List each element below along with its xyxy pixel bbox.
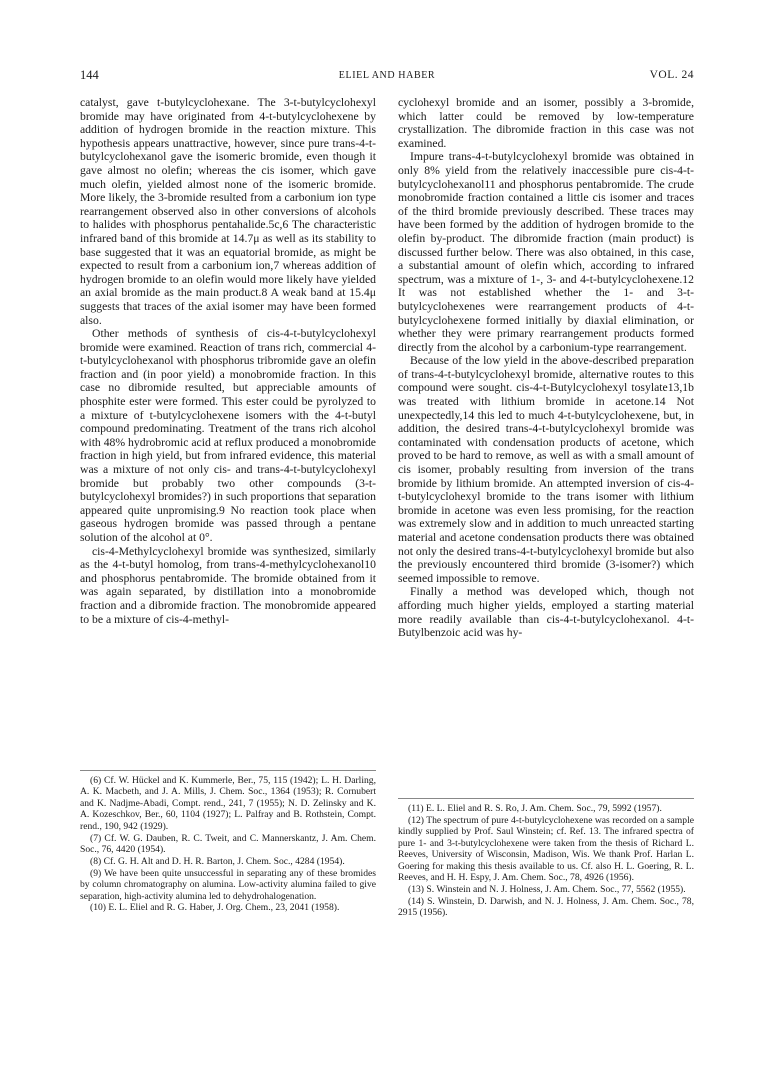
footnote: (7) Cf. W. G. Dauben, R. C. Tweit, and C. Mannerskantz, J. Am. Chem. Soc., 76, 4420 (1954). <box>80 832 376 855</box>
left-column <box>80 96 376 626</box>
footnote: (11) E. L. Eliel and R. S. Ro, J. Am. Chem. Soc., 79, 5992 (1957). <box>408 803 662 814</box>
paragraph: cyclohexyl bromide and an isomer, possibly a 3-bromide, which latter could be removed by low-temperature crystallization. The dibromide fraction in this case was not examined. <box>398 96 694 150</box>
footnote: (9) We have been quite unsuccessful in separating any of these bromides by column chromatography on alumina. Low-activity alumina failed to give separation, high-activity alumina led to dehydrohalogenation. <box>80 867 376 902</box>
page-number: 144 <box>80 68 99 82</box>
footnote: (14) S. Winstein, D. Darwish, and N. J. Holness, J. Am. Chem. Soc., 78, 2915 (1956). <box>398 895 694 919</box>
running-title: ELIEL AND HABER <box>338 70 436 81</box>
footnotes-right <box>398 798 694 919</box>
paragraph: cis-4-Methylcyclohexyl bromide was synthesized, similarly as the 4-t-butyl homolog, from trans-4-methylcyclohexanol10 and phosphorus pentabromide. The bromide obtained from it was again separated, by distillation into a monobromide fraction and a dibromide fraction. The monobromide appeared to be a mixture of cis-4-methyl- <box>80 544 376 626</box>
right-column <box>398 96 694 640</box>
paragraph: Finally a method was developed which, though not affording much higher yields, employed a starting material more readily available than cis-4-t-butylcyclohexanol. 4-t-Butylbenzoic acid was hy- <box>398 585 694 640</box>
footnote: (10) E. L. Eliel and R. G. Haber, J. Org. Chem., 23, 2041 (1958). <box>90 902 340 914</box>
footnote: (13) S. Winstein and N. J. Holness, J. Am. Chem. Soc., 77, 5562 (1955). <box>408 883 686 895</box>
footnote: (8) Cf. G. H. Alt and D. H. R. Barton, J. Chem. Soc., 4284 (1954). <box>90 855 345 867</box>
paragraph: Because of the low yield in the above-described preparation of trans-4-t-butylcyclohexyl bromide, alternative routes to this compound were sought. cis-4-t-Butylcyclohexyl tosylate13,1b was treated with lithium bromide in acetone.14 Not unexpectedly,14 this led to much 4-t-butylcyclohexene, but, in addition, the desired trans-4-t-butylcyclohexyl bromide was contaminated with condensation products of acetone, which proved to be hard to remove, as well as with a small amount of cis isomer, probably resulting from inversion of the trans bromide by lithium bromide. An attempted inversion of cis-4-t-butylcyclohexyl bromide to the trans isomer with lithium bromide in acetone was even less promising, for the reaction was extremely slow and in addition to much unreacted starting material and acetone condensation products there was obtained not only the desired trans-4-t-butylcyclohexyl bromide but also the previously encountered third bromide (3-isomer?) which seemed impossible to remove. <box>398 354 694 585</box>
running-header <box>80 68 694 86</box>
footnotes-left <box>80 770 376 914</box>
paragraph: catalyst, gave t-butylcyclohexane. The 3-t-butylcyclohexyl bromide may have originated from 4-t-butylcyclohexene by addition of hydrogen bromide in the reaction mixture. This hypothesis appears unattractive, however, since pure trans-4-t-butylcyclohexanol gave the isomeric bromide, even though it gave almost no olefin; whereas the cis isomer, which gave much olefin, yielded almost none of the isomeric bromide. More likely, the 3-bromide resulted from a carbonium ion type rearrangement observed also in other conversions of alcohols to halides with phosphorus pentahalide.5c,6 The characteristic infrared band of this bromide at 14.7μ as well as its stability to base suggested that it was an equatorial bromide, as might be expected to result from a carbonium ion,7 whereas addition of hydrogen bromide to an olefin would more likely have yielded an axial bromide as the main product.8 A weak band at 15.4μ suggests that traces of the axial isomer may have been formed also. <box>80 96 376 327</box>
footnote: (12) The spectrum of pure 4-t-butylcyclohexene was recorded on a sample kindly supplied by Prof. Saul Winstein; cf. Ref. 13. The infrared spectra of pure 1- and 3-t-butylcyclohexene were taken from the thesis of Richard L. Reeves, University of Wisconsin, Madison, Wis. We thank Prof. Harlan L. Goering for making this thesis available to us. Cf. also H. L. Goering, R. L. Reeves, and H. H. Espy, J. Am. Chem. Soc., 78, 4926 (1956). <box>398 814 694 883</box>
footnote: (6) Cf. W. Hückel and K. Kummerle, Ber., 75, 115 (1942); L. H. Darling, A. K. Macbeth, and J. A. Mills, J. Chem. Soc., 1364 (1953); R. Cornubert and K. Nadjme-Abadi, Compt. rend., 241, 7 (1955); N. D. Zelinsky and K. A. Kozeschkov, Ber., 60, 1104 (1927); L. Palfray and B. Rothstein, Compt. rend., 190, 942 (1929). <box>80 775 376 832</box>
paragraph: Impure trans-4-t-butylcyclohexyl bromide was obtained in only 8% yield from the relatively inaccessible pure cis-4-t-butylcyclohexanol11 and phosphorus pentabromide. The crude monobromide fraction contained a little cis isomer and traces of the third bromide previously described. These traces may have been formed by the addition of hydrogen bromide to the olefin by-product. The dibromide fraction (main product) is discussed further below. There was also obtained, in this case, a substantial amount of olefin which, according to infrared spectrum, was a mixture of 1-, 3- and 4-t-butylcyclohexene.12 It was not established whether the 1- and 3-t-butylcyclohexenes were rearrangement products of 4-t-butylcyclohexene formed initially by diaxial elimination, or whether they were primary rearrangement products formed directly from the alcohol by a carbonium-type rearrangement. <box>398 150 694 354</box>
volume-label: VOL. 24 <box>649 69 694 81</box>
paragraph: Other methods of synthesis of cis-4-t-butylcyclohexyl bromide were examined. Reaction of trans rich, commercial 4-t-butylcyclohexanol with phosphorus tribromide gave an olefin fraction and (in poor yield) a monobromide fraction. In this case no dibromide resulted, but appreciable amounts of phosphite ester were formed. This ester could be pyrolyzed to a mixture of t-butylcyclohexene isomers with the 4-t-butyl compound predominating. Treatment of the trans rich alcohol with 48% hydrobromic acid at reflux produced a monobromide fraction in high yield, but from infrared evidence, this material was a mixture of not only cis- and trans-4-t-butylcyclohexyl bromide but probably two other compounds (3-t-butylcyclohexyl bromides?) in such proportions that separation appeared quite unpromising.9 No reaction took place when gaseous hydrogen bromide was passed through a pentane solution of the alcohol at 0°. <box>80 327 376 544</box>
